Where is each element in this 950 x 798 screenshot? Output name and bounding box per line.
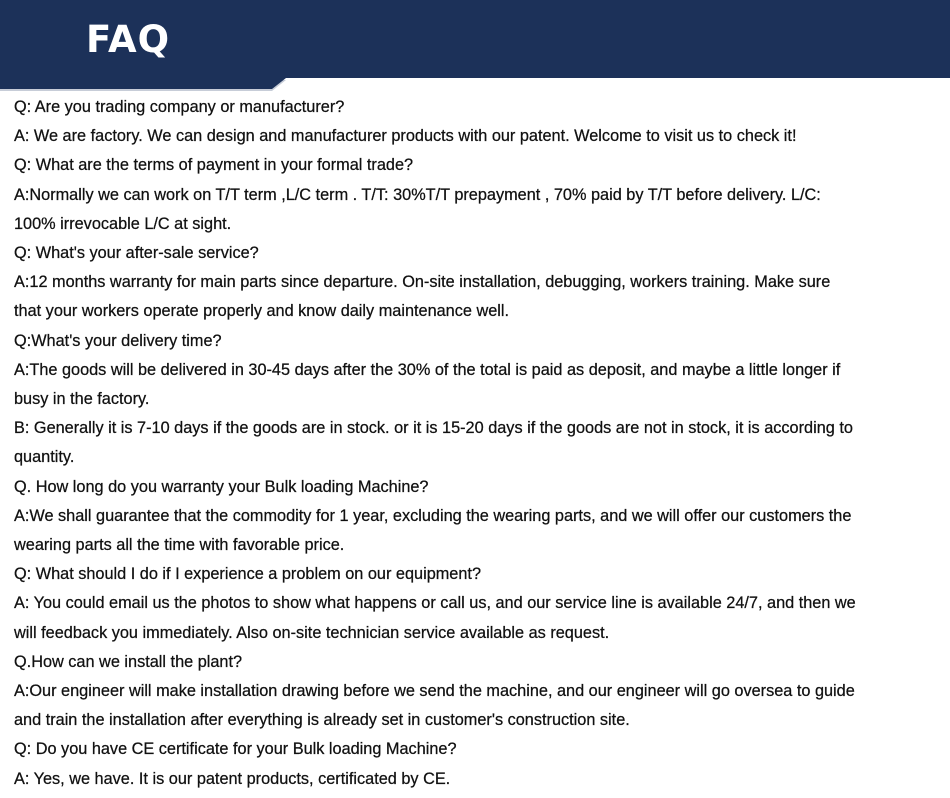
faq-line: Q: What's your after-sale service? <box>14 244 259 263</box>
faq-line: will feedback you immediately. Also on-site technician service available as request. <box>14 623 610 642</box>
faq-line: busy in the factory. <box>14 390 150 409</box>
faq-line: A: Yes, we have. It is our patent products, certificated by CE. <box>14 769 451 788</box>
faq-line: A:Our engineer will make installation drawing before we send the machine, and our engineer will go oversea to guide <box>14 682 855 701</box>
faq-line: wearing parts all the time with favorable price. <box>14 536 345 555</box>
faq-line: A:The goods will be delivered in 30-45 days after the 30% of the total is paid as deposit, and maybe a little longer if <box>14 360 841 379</box>
faq-content <box>14 93 946 794</box>
faq-line: quantity. <box>14 448 75 467</box>
faq-line: Q.How can we install the plant? <box>14 652 243 671</box>
faq-line: and train the installation after everything is already set in customer's construction site. <box>14 711 630 730</box>
faq-line: A: You could email us the photos to show what happens or call us, and our service line is available 24/7, and then we <box>14 594 856 613</box>
page-title: FAQ <box>86 18 171 61</box>
faq-line: A: We are factory. We can design and manufacturer products with our patent. Welcome to visit us to check it! <box>14 127 797 146</box>
faq-line: A:12 months warranty for main parts since departure. On-site installation, debugging, workers training. Make sure <box>14 273 831 292</box>
faq-line: 100% irrevocable L/C at sight. <box>14 214 232 233</box>
faq-line: Q: What should I do if I experience a problem on our equipment? <box>14 565 481 584</box>
faq-header-banner <box>0 0 950 90</box>
faq-line: Q: What are the terms of payment in your formal trade? <box>14 156 414 175</box>
faq-line: Q. How long do you warranty your Bulk loading Machine? <box>14 477 429 496</box>
faq-line: Q: Are you trading company or manufacturer? <box>14 98 345 116</box>
faq-line: A:We shall guarantee that the commodity for 1 year, excluding the wearing parts, and we will offer our customers the <box>14 506 852 525</box>
faq-line: Q:What's your delivery time? <box>14 331 222 350</box>
faq-line: Q: Do you have CE certificate for your Bulk loading Machine? <box>14 740 457 759</box>
faq-line: that your workers operate properly and know daily maintenance well. <box>14 302 510 321</box>
faq-line: B: Generally it is 7-10 days if the goods are in stock. or it is 15-20 days if the goods are not in stock, it is according to <box>14 419 853 438</box>
faq-line: A:Normally we can work on T/T term ,L/C term . T/T: 30%T/T prepayment , 70% paid by T/T before delivery. L/C: <box>14 185 821 204</box>
